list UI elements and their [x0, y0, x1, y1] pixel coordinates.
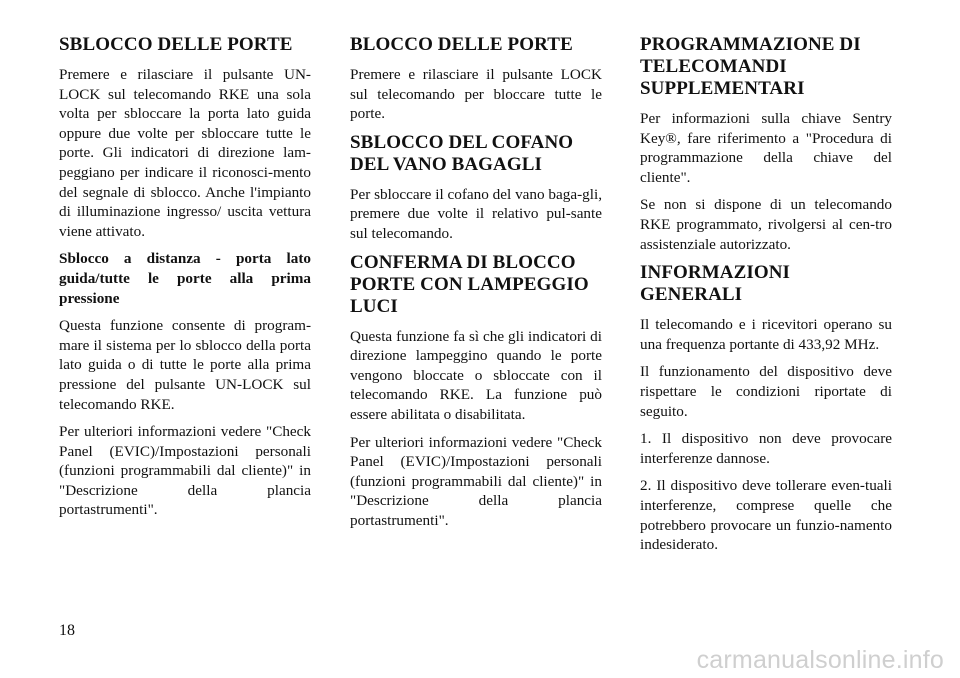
paragraph-sblocco-a-distanza: Questa funzione consente di program-mare il sistema per lo sblocco della porta lato guida o di tutte le porte alla prima pressione del pulsante UN-LOCK sul telecomando RKE. — [59, 317, 311, 413]
paragraph-sblocco-descrizione: Premere e rilasciare il pulsante UN-LOCK sul telecomando RKE una sola volta per sbloccare la porta lato guida oppure due volte per sbloccare tutte le porte. Gli indicatori di direzione lam-peggiano per indicare il riconosci-mento del segnale di sblocco. Anche l'impianto di illuminazione ingresso/ uscita vettura viene attivato. — [59, 66, 311, 240]
paragraph-sentry-key: Per informazioni sulla chiave Sentry Key®, fare riferimento a "Procedura di programmazione della chiave del cliente". — [640, 110, 892, 186]
heading-conferma-di-blocco: CONFERMA DI BLOCCO PORTE CON LAMPEGGIO LUCI — [350, 251, 589, 317]
column-3 — [640, 34, 892, 563]
column-2 — [350, 34, 602, 539]
heading-programmazione-telecomandi: PROGRAMMAZIONE DI TELECOMANDI SUPPLEMENTARI — [640, 34, 861, 99]
page-number: 18 — [59, 622, 75, 639]
paragraph-sblocco-cofano: Per sbloccare il cofano del vano baga-gli, premere due volte il relativo pul-sante sul telecomando. — [350, 185, 602, 242]
paragraph-blocco-descrizione: Premere e rilasciare il pulsante LOCK sul telecomando per bloccare tutte le porte. — [350, 66, 602, 123]
paragraph-condizione-2: 2. Il dispositivo deve tollerare even-tuali interferenze, comprese quelle che potrebbero provocare un funzio-namento indesiderato. — [640, 477, 892, 554]
heading-sblocco-delle-porte: SBLOCCO DELLE PORTE — [59, 34, 293, 55]
paragraph-conferma-di-blocco: Questa funzione fa sì che gli indicatori di direzione lampeggino quando le porte vengono bloccate o sbloccate con il telecomando RKE. La funzione può essere abilitata o disabilitata. — [350, 327, 602, 423]
subheading-sblocco-a-distanza: Sblocco a distanza - porta lato guida/tutte le porte alla prima pressione — [59, 250, 311, 307]
paragraph-telecomando-non-programmato: Se non si dispone di un telecomando RKE programmato, rivolgersi al cen-tro assistenziale autorizzato. — [640, 196, 892, 253]
paragraph-ulteriori-informazioni-2: Per ulteriori informazioni vedere "Check Panel (EVIC)/Impostazioni personali (funzioni programmabili dal cliente)" in "Descrizione della plancia portastrumenti". — [350, 433, 602, 529]
paragraph-frequenza: Il telecomando e i ricevitori operano su una frequenza portante di 433,92 MHz. — [640, 316, 892, 353]
paragraph-condizione-1: 1. Il dispositivo non deve provocare interferenze dannose. — [640, 430, 892, 467]
heading-blocco-delle-porte: BLOCCO DELLE PORTE — [350, 34, 573, 55]
heading-informazioni-generali: INFORMAZIONI GENERALI — [640, 262, 791, 306]
watermark: carmanualsonline.info — [696, 646, 944, 674]
heading-sblocco-cofano: SBLOCCO DEL COFANO DEL VANO BAGAGLI — [350, 131, 574, 175]
column-1 — [59, 34, 311, 528]
paragraph-ulteriori-informazioni-1: Per ulteriori informazioni vedere "Check Panel (EVIC)/Impostazioni personali (funzioni programmabili dal cliente)" in "Descrizione della plancia portastrumenti". — [59, 423, 311, 519]
paragraph-condizioni: Il funzionamento del dispositivo deve rispettare le condizioni riportate di seguito. — [640, 363, 892, 420]
